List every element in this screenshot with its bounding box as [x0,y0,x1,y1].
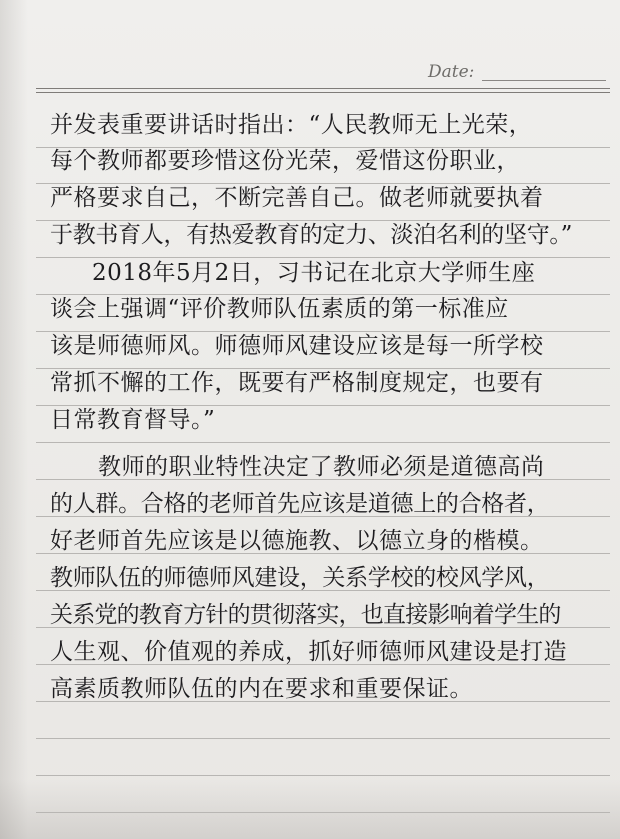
handwritten-line: 教师队伍的师德师风建设，关系学校的校风学风， [50,565,550,591]
page-shadow-bottom [0,779,620,839]
handwritten-line: 日常教育督导。” [50,407,216,433]
handwritten-line: 高素质教师队伍的内在要求和重要保证。 [50,676,473,702]
handwritten-line: 人生观、价值观的养成，抓好师德师风建设是打造 [50,639,567,665]
ruled-line [36,812,610,813]
handwritten-line: 关系党的教育方针的贯彻落实，也直接影响着学生的 [50,602,561,628]
header-double-rule [36,88,610,93]
handwritten-line: 每个教师都要珍惜这份光荣，爱惜这份职业， [50,148,520,174]
handwritten-line: 谈会上强调“评价教师队伍素质的第一标准应 [50,296,509,322]
handwritten-line: 的人群。合格的老师首先应该是道德上的合格者， [50,491,550,517]
handwritten-line: 该是师德师风。师德师风建设应该是每一所学校 [50,333,544,359]
ruled-line [36,775,610,776]
handwritten-line: 严格要求自己，不断完善自己。做老师就要执着 [50,185,544,211]
handwritten-line: 并发表重要讲话时指出：“人民教师无上光荣， [50,112,533,138]
handwritten-line: 教师的职业特性决定了教师必须是道德高尚 [98,454,545,480]
handwritten-line: 于教书育人，有热爱教育的定力、淡泊名利的坚守。” [50,222,573,248]
ruled-line [36,738,610,739]
page-shadow-left [0,0,28,839]
date-blank-line [482,80,606,81]
date-label: Date: [428,62,475,82]
handwritten-line: 2018年5月2日，习书记在北京大学师生座 [92,260,536,286]
ruled-line [36,442,610,443]
handwritten-line: 好老师首先应该是以德施教、以德立身的楷模。 [50,528,544,554]
handwritten-line: 常抓不懈的工作，既要有严格制度规定，也要有 [50,370,544,396]
